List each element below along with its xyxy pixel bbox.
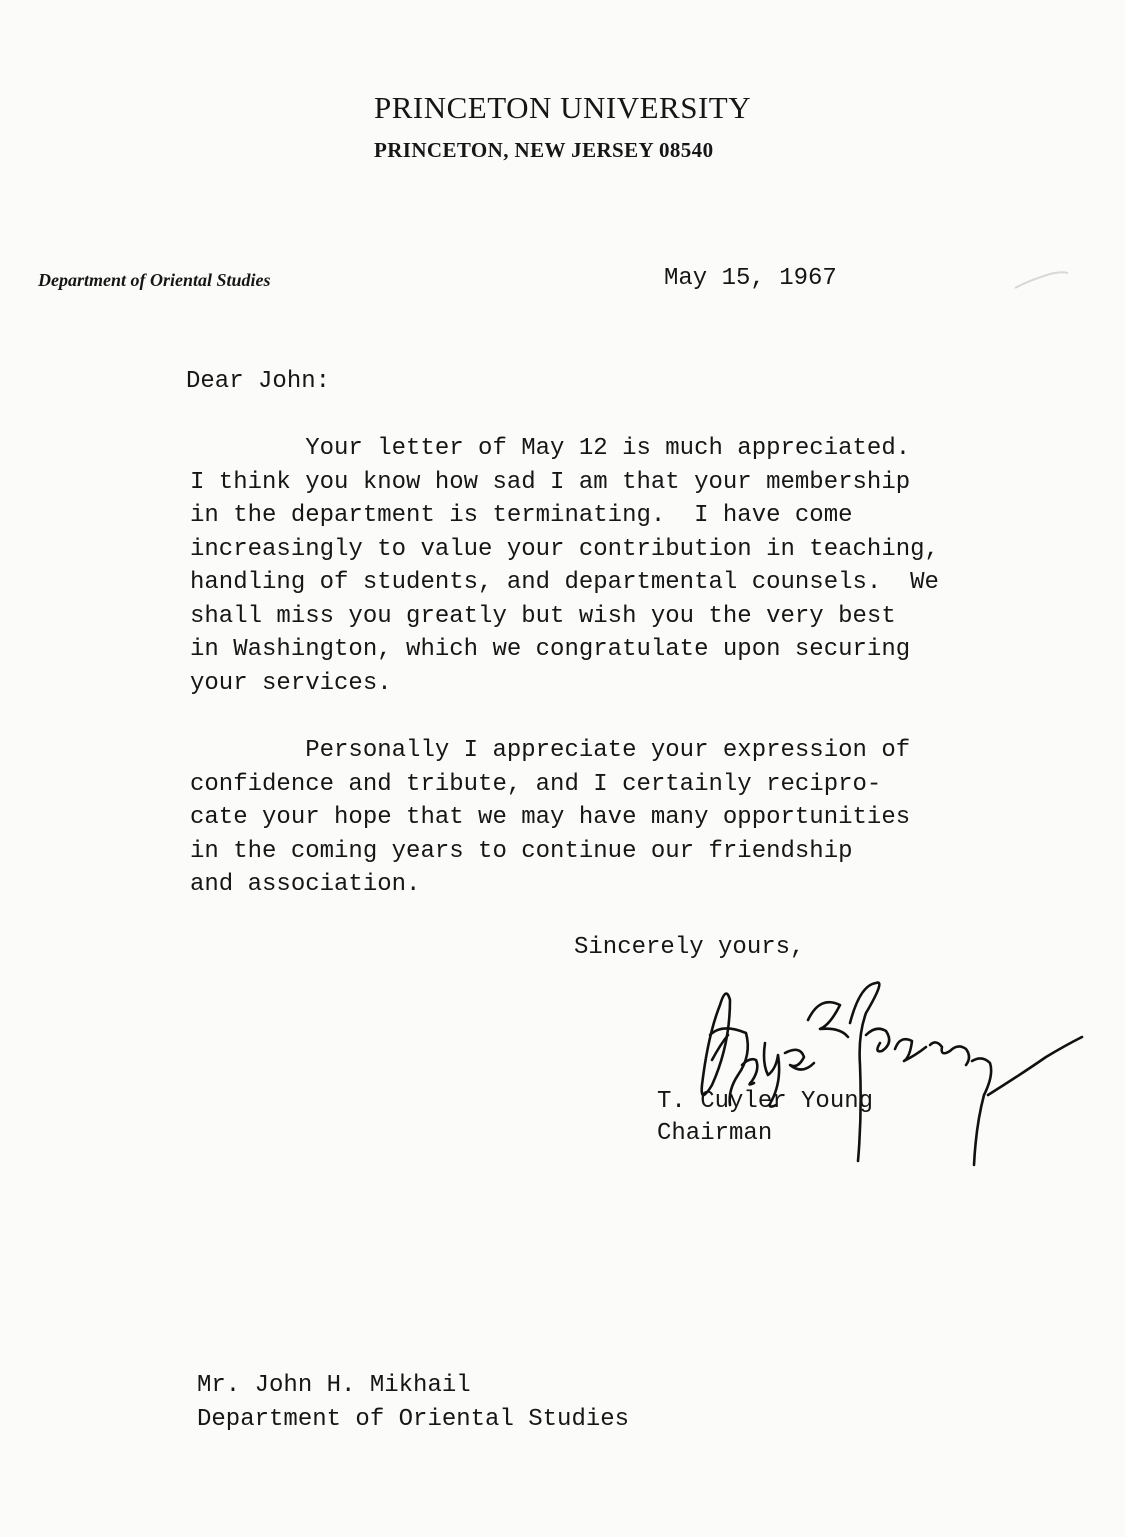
recipient-name: Mr. John H. Mikhail bbox=[197, 1372, 471, 1399]
body-line: Your letter of May 12 is much appreciated. bbox=[190, 435, 911, 462]
salutation: Dear John: bbox=[186, 368, 331, 395]
signatory-title: Chairman bbox=[657, 1120, 773, 1147]
body-paragraph-2 bbox=[190, 734, 1070, 902]
body-line: confidence and tribute, and I certainly recipro- bbox=[190, 770, 882, 798]
body-line: in Washington, which we congratulate upon securing bbox=[190, 636, 911, 663]
recipient-department: Department of Oriental Studies bbox=[197, 1406, 630, 1433]
body-line: in the department is terminating. I have come bbox=[190, 502, 853, 529]
body-line: in the coming years to continue our friendship bbox=[190, 837, 853, 865]
department-name: Department of Oriental Studies bbox=[38, 270, 271, 290]
signatory-name: T. Cuyler Young bbox=[657, 1088, 874, 1115]
paper-smudge bbox=[1010, 268, 1070, 292]
body-line: cate your hope that we may have many opportunities bbox=[190, 804, 911, 831]
closing: Sincerely yours, bbox=[574, 934, 805, 961]
letterhead-institution: PRINCETON UNIVERSITY bbox=[374, 90, 752, 125]
letter-date: May 15, 1967 bbox=[664, 265, 837, 292]
body-line: handling of students, and departmental counsels. We bbox=[190, 569, 939, 596]
body-paragraph-1 bbox=[190, 432, 1070, 700]
body-line: Personally I appreciate your expression of bbox=[190, 737, 911, 764]
body-line: I think you know how sad I am that your membership bbox=[190, 468, 911, 496]
body-line: increasingly to value your contribution in teaching, bbox=[190, 535, 939, 563]
body-line: your services. bbox=[190, 669, 392, 697]
handwritten-signature bbox=[690, 965, 1090, 1175]
letterhead-address: PRINCETON, NEW JERSEY 08540 bbox=[374, 138, 714, 162]
body-line: shall miss you greatly but wish you the very best bbox=[190, 602, 896, 630]
body-line: and association. bbox=[190, 871, 421, 898]
